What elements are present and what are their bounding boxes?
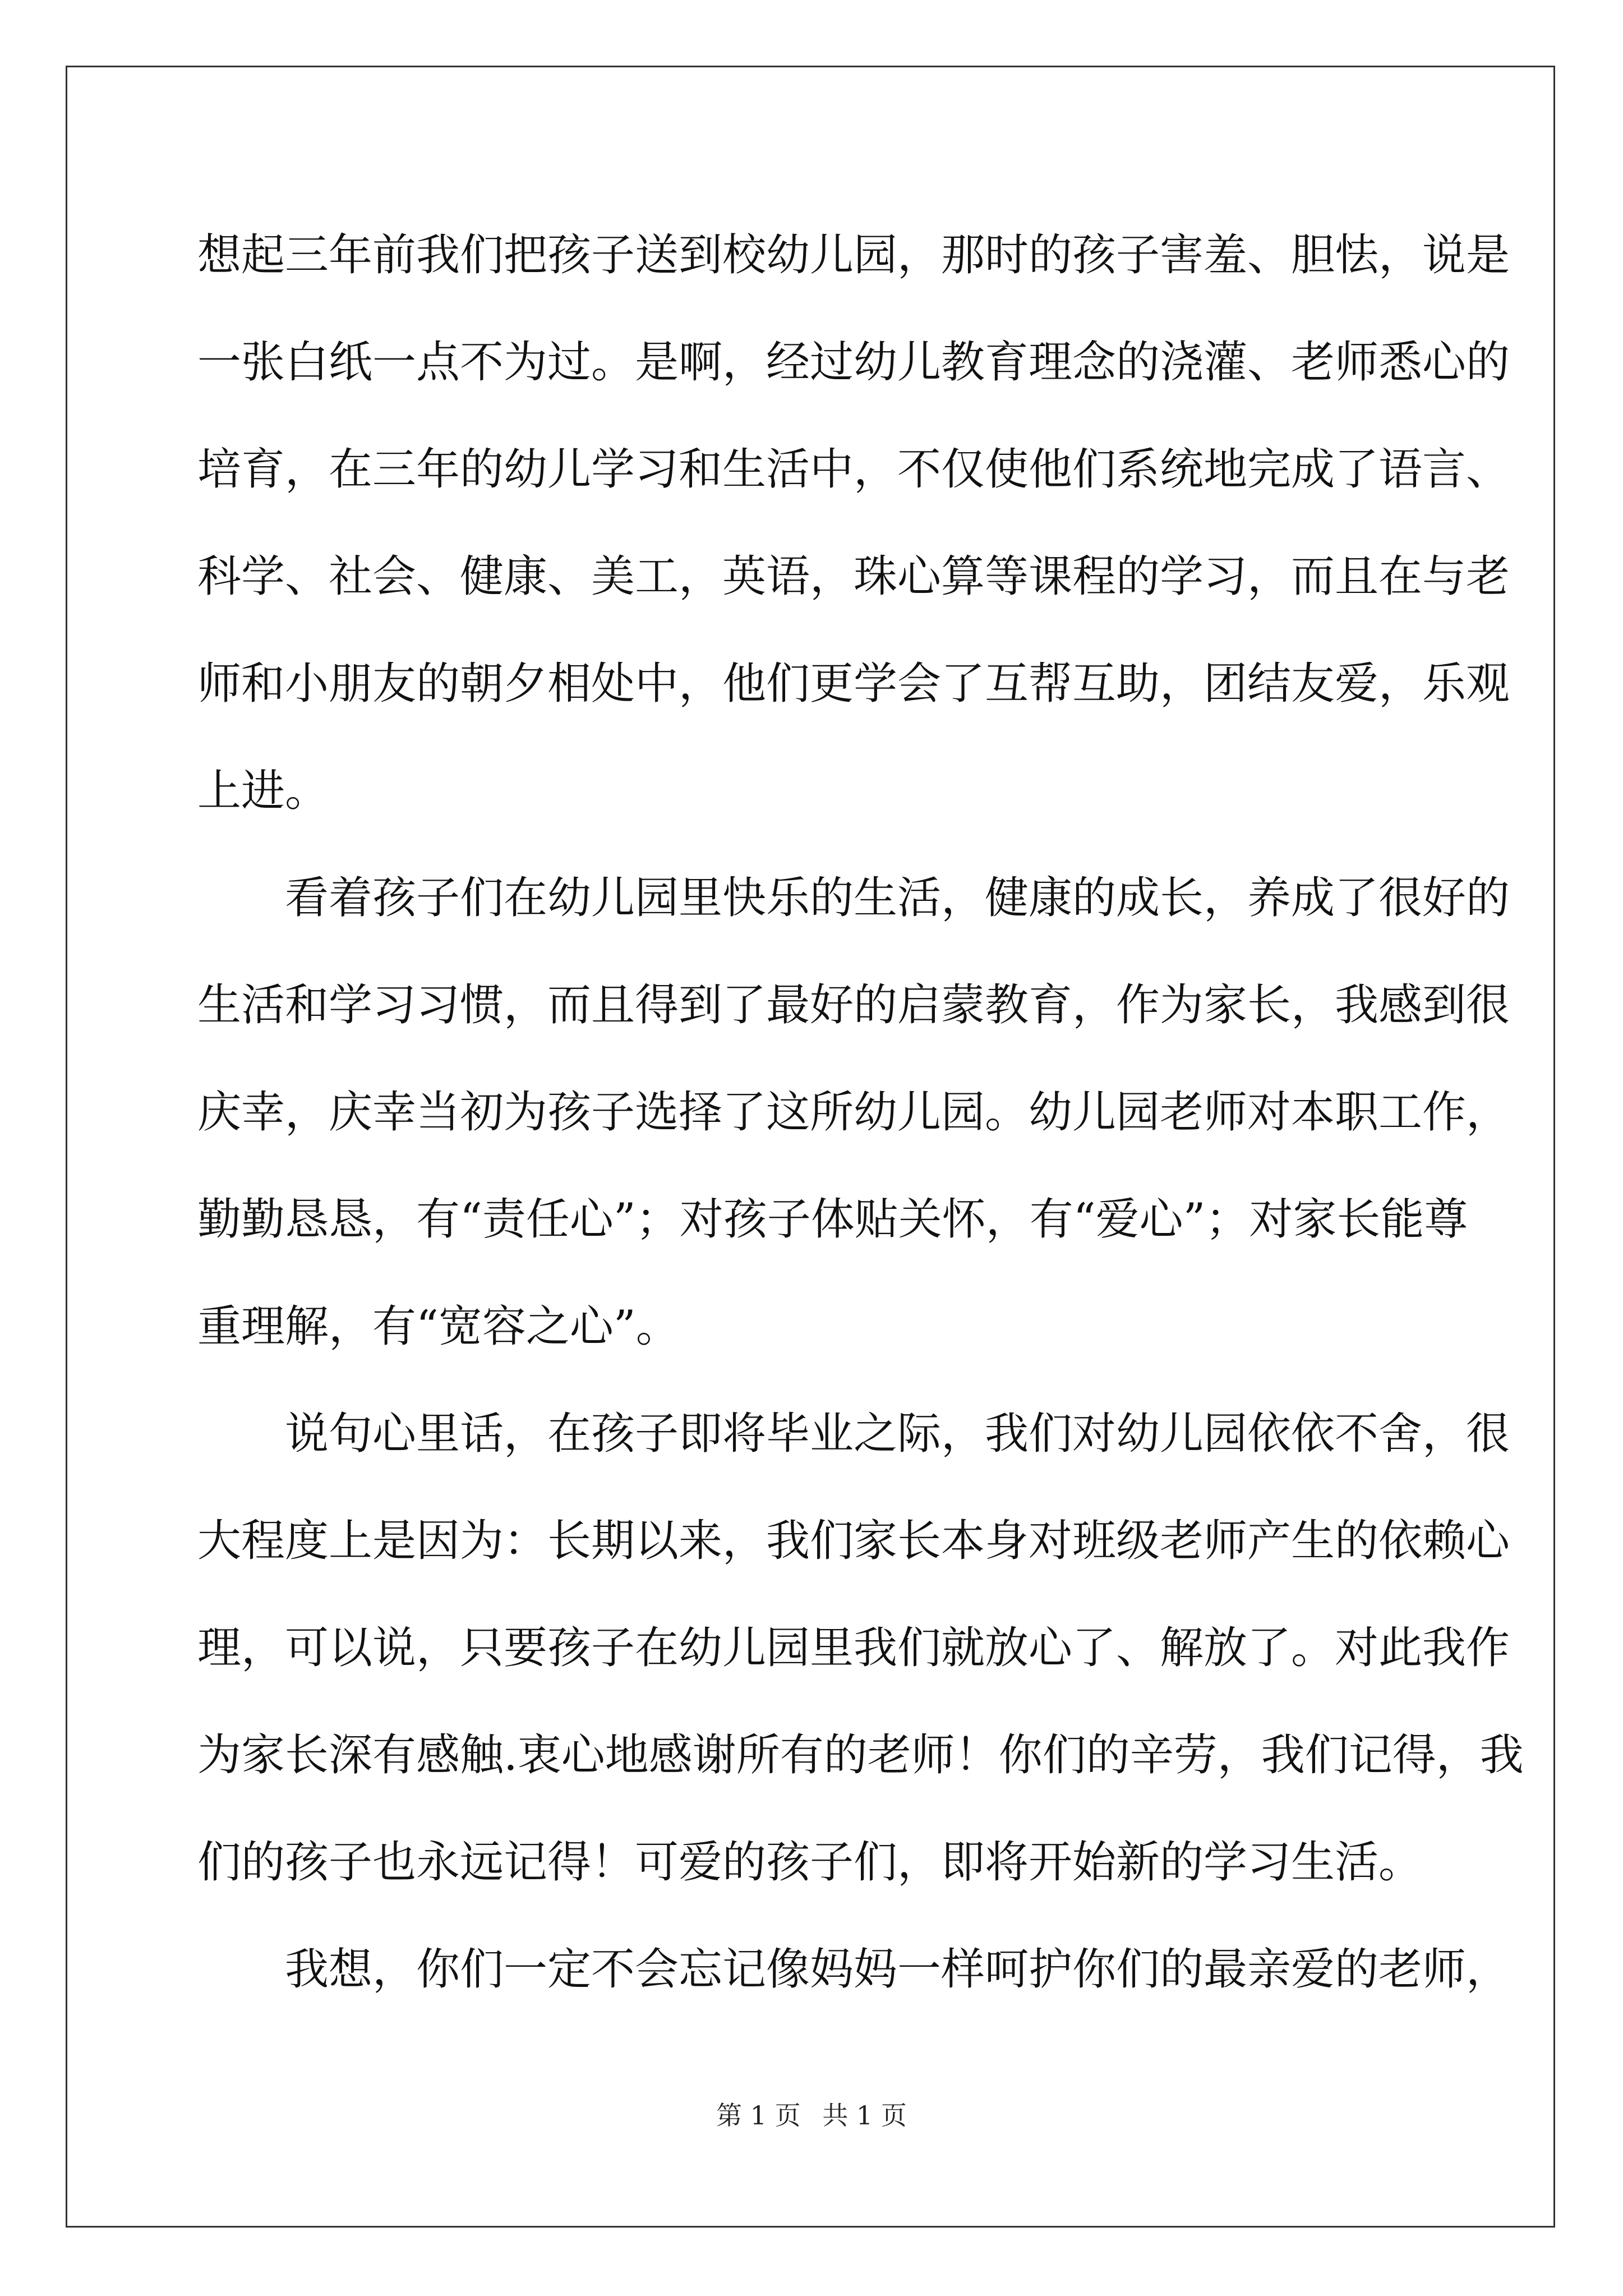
text-line: 大程度上是因为：长期以来，我们家长本身对班级老师产生的依赖心: [197, 1516, 1510, 1566]
page-total: 共 1 页: [822, 2100, 907, 2131]
text-line: 勤勤恳恳，有“责任心”；对孩子体贴关怀，有“爱心”；对家长能尊: [197, 1194, 1468, 1245]
text-line: 一张白纸一点不为过。是啊，经过幼儿教育理念的浇灌、老师悉心的: [197, 337, 1510, 388]
text-line: 们的孩子也永远记得！可爱的孩子们，即将开始新的学习生活。: [197, 1837, 1423, 1888]
document-body: [197, 202, 1524, 2023]
paragraph-1: [197, 202, 1510, 845]
text-line: 说句心里话，在孩子即将毕业之际，我们对幼儿园依依不舍，很: [285, 1409, 1510, 1459]
text-line: 上进。: [197, 766, 329, 816]
text-line: 科学、社会、健康、美工，英语，珠心算等课程的学习，而且在与老: [197, 551, 1510, 602]
paragraph-3: [197, 1381, 1524, 1916]
text-line: 想起三年前我们把孩子送到校幼儿园，那时的孩子害羞、胆怯，说是: [197, 230, 1510, 280]
text-line: 师和小朋友的朝夕相处中，他们更学会了互帮互助，团结友爱，乐观: [197, 659, 1510, 709]
text-line: 为家长深有感触.衷心地感谢所有的老师！你们的辛劳，我们记得，我: [197, 1730, 1524, 1780]
text-line: 生活和学习习惯，而且得到了最好的启蒙教育，作为家长，我感到很: [197, 980, 1510, 1030]
text-line: 我想，你们一定不会忘记像妈妈一样呵护你们的最亲爱的老师，: [285, 1944, 1510, 1995]
text-line: 重理解，有“宽容之心”。: [197, 1301, 680, 1352]
paragraph-4: [197, 1916, 1510, 2023]
paragraph-2: [197, 845, 1510, 1381]
text-line: 培育，在三年的幼儿学习和生活中，不仅使他们系统地完成了语言、: [197, 444, 1510, 495]
text-line: 看着孩子们在幼儿园里快乐的生活，健康的成长，养成了很好的: [285, 873, 1510, 923]
text-line: 庆幸，庆幸当初为孩子选择了这所幼儿园。幼儿园老师对本职工作，: [197, 1087, 1510, 1138]
page-number: 第 1 页: [716, 2100, 801, 2131]
text-line: 理，可以说，只要孩子在幼儿园里我们就放心了、解放了。对此我作: [197, 1623, 1510, 1673]
page-footer: [0, 2095, 1623, 2132]
